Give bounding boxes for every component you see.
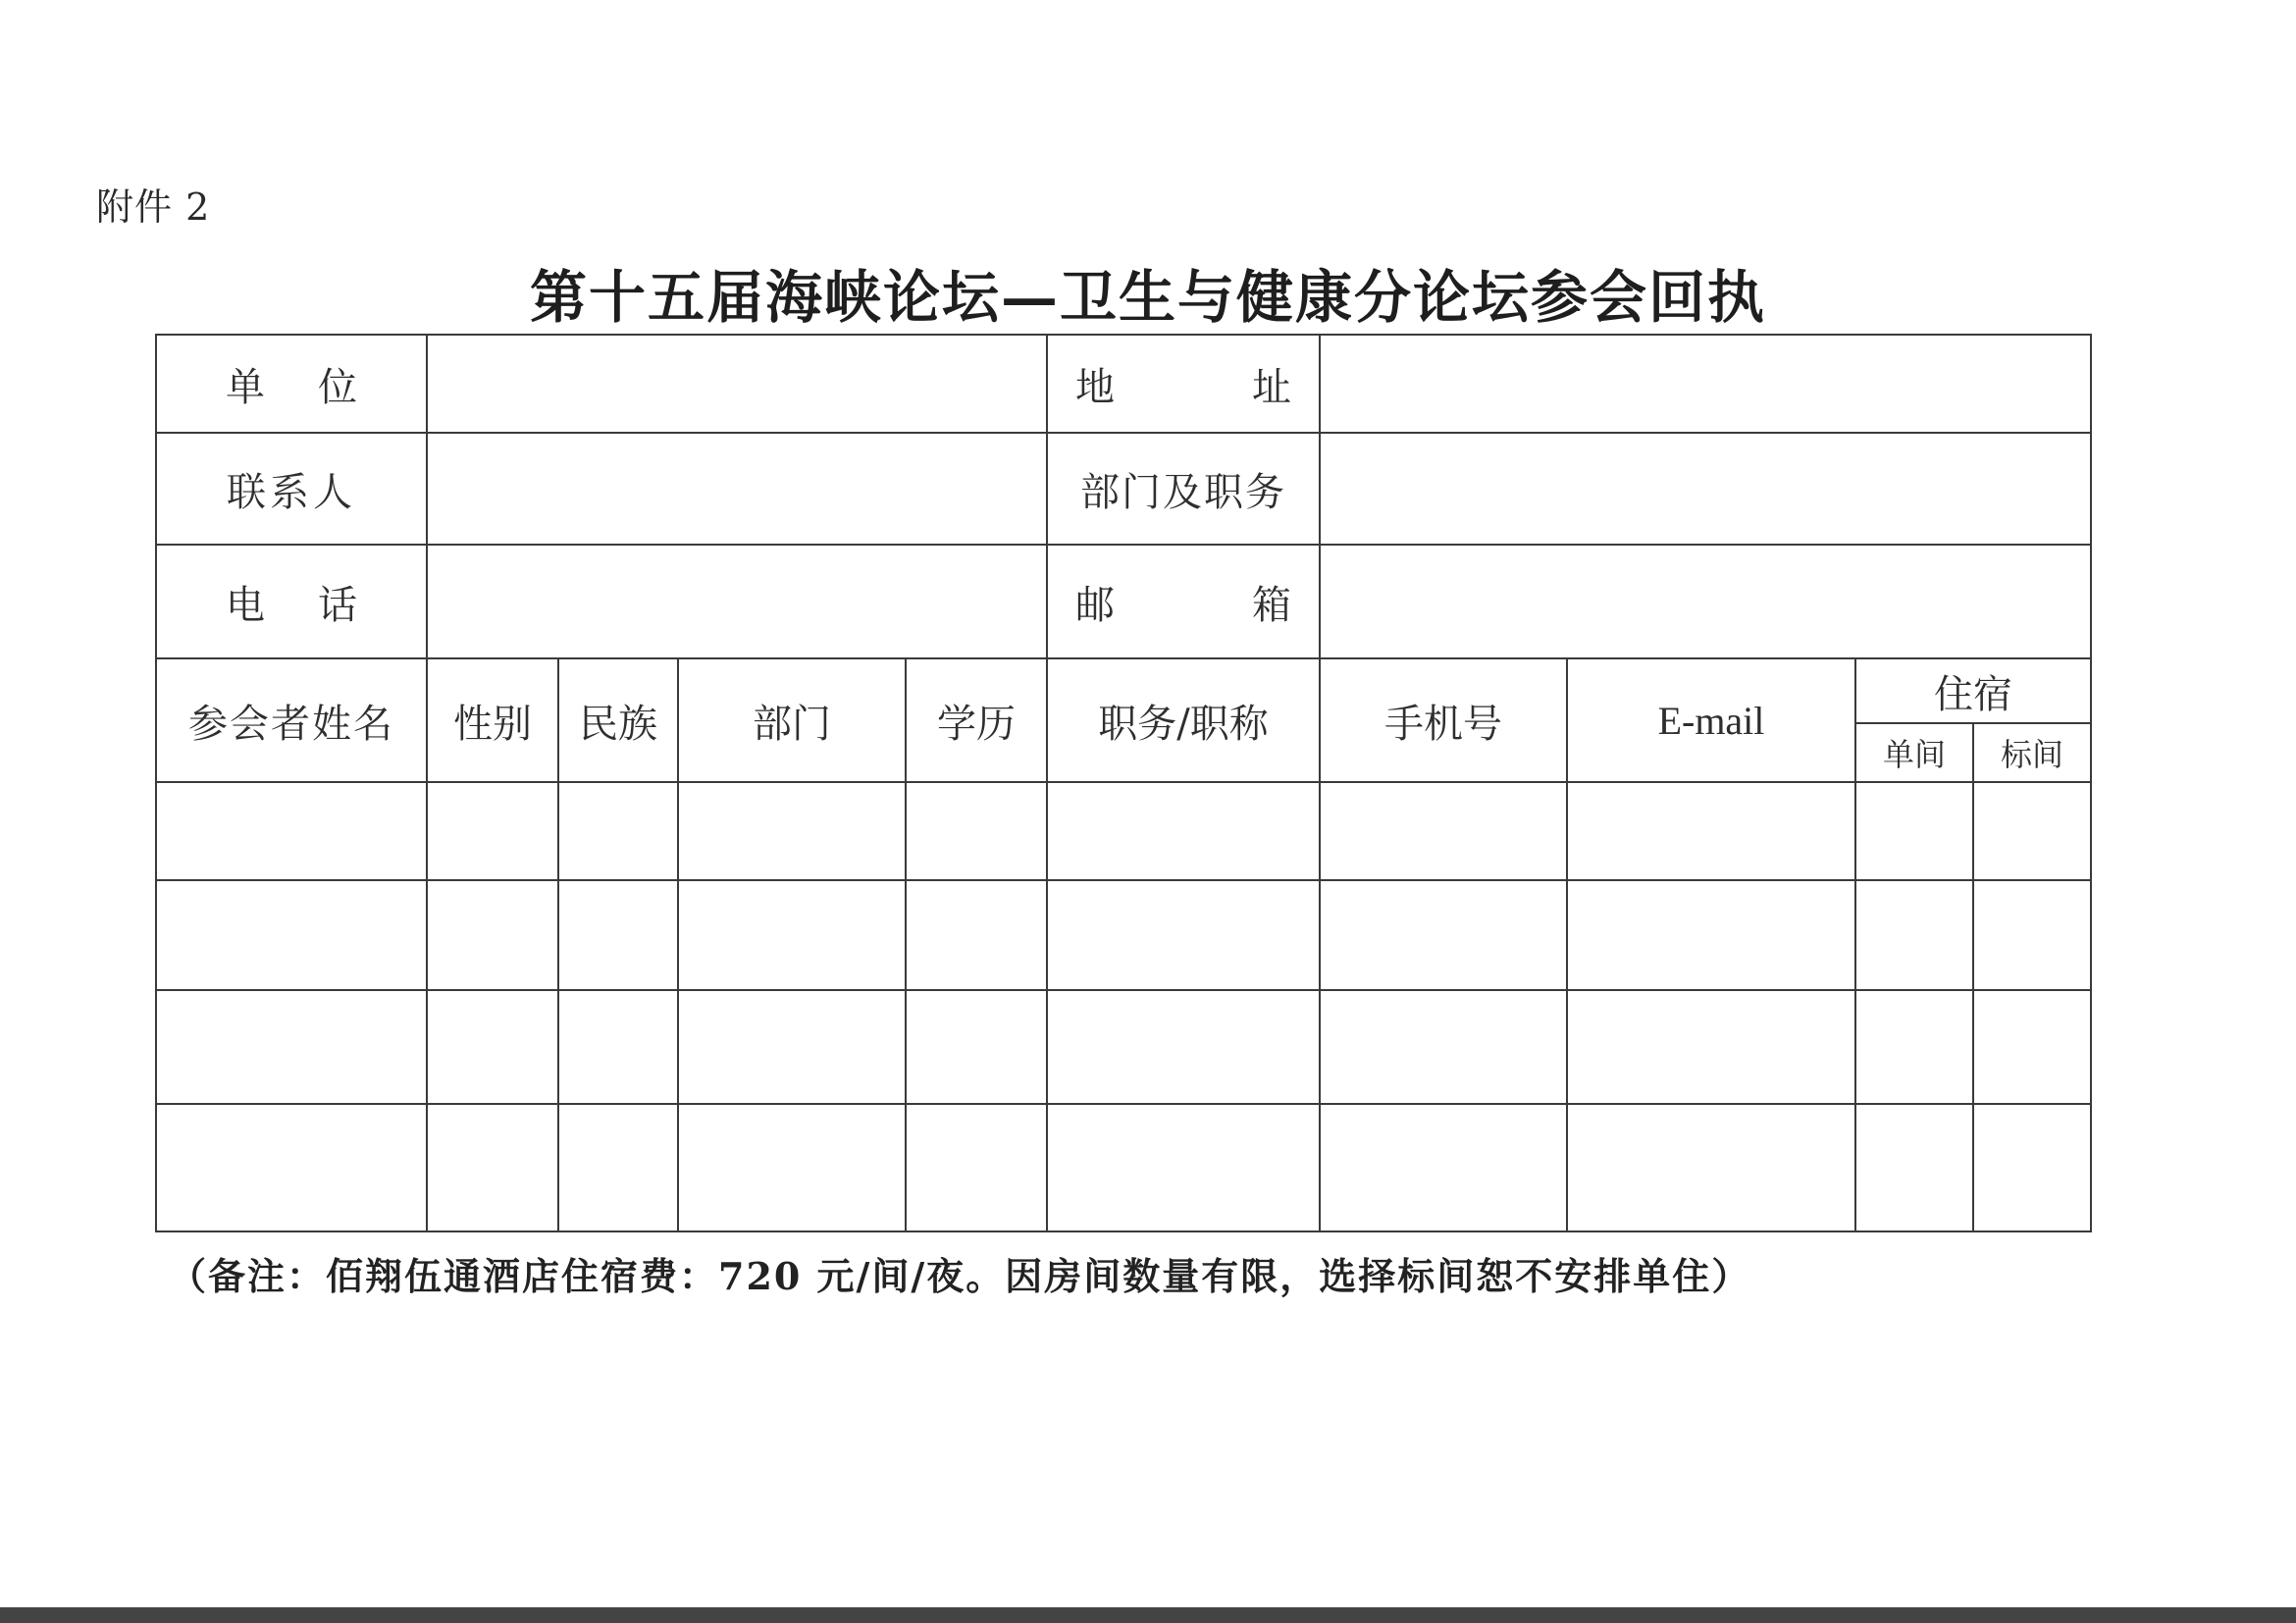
cell-mobile[interactable] (1320, 782, 1567, 880)
cell-department[interactable] (678, 990, 906, 1104)
cell-single-room[interactable] (1855, 880, 1973, 990)
footnote: （备注：佰翔伍通酒店住宿费：720 元/间/夜。因房间数量有限，选择标间恕不安排单住） (169, 1254, 1751, 1298)
cell-name[interactable] (156, 1104, 427, 1231)
attachment-label: 附件 2 (96, 185, 211, 229)
participant-row (156, 1104, 2091, 1231)
unit-label-char-1: 单 (226, 364, 265, 410)
cell-education[interactable] (906, 782, 1047, 880)
cell-ethnicity[interactable] (558, 990, 678, 1104)
cell-department[interactable] (678, 1104, 906, 1231)
header-education: 学历 (906, 658, 1047, 782)
cell-position[interactable] (1047, 782, 1320, 880)
cell-standard-room[interactable] (1973, 1104, 2091, 1231)
address-label (1047, 335, 1320, 433)
cell-single-room[interactable] (1855, 1104, 1973, 1231)
cell-ethnicity[interactable] (558, 782, 678, 880)
header-position: 职务/职称 (1047, 658, 1320, 782)
cell-single-room[interactable] (1855, 990, 1973, 1104)
form-title: 第十五届海峡论坛—卫生与健康分论坛参会回执 (529, 264, 1766, 331)
participant-row (156, 782, 2091, 880)
phone-field[interactable] (427, 545, 1047, 658)
cell-standard-room[interactable] (1973, 990, 2091, 1104)
header-single-room: 单间 (1855, 723, 1973, 782)
contact-label: 联系人 (156, 433, 427, 545)
cell-ethnicity[interactable] (558, 880, 678, 990)
dept-position-field[interactable] (1320, 433, 2091, 545)
cell-education[interactable] (906, 990, 1047, 1104)
participant-row (156, 990, 2091, 1104)
cell-position[interactable] (1047, 1104, 1320, 1231)
cell-email[interactable] (1567, 1104, 1855, 1231)
cell-standard-room[interactable] (1973, 782, 2091, 880)
participant-row (156, 880, 2091, 990)
cell-gender[interactable] (427, 990, 558, 1104)
email-box-label-char-1: 邮 (1075, 582, 1115, 628)
cell-mobile[interactable] (1320, 880, 1567, 990)
unit-label-char-2: 位 (318, 364, 357, 410)
cell-single-room[interactable] (1855, 782, 1973, 880)
phone-label-char-1: 电 (226, 582, 265, 628)
cell-department[interactable] (678, 880, 906, 990)
phone-label (156, 545, 427, 658)
cell-gender[interactable] (427, 782, 558, 880)
address-label-char-2: 址 (1252, 364, 1291, 410)
header-gender: 性别 (427, 658, 558, 782)
cell-position[interactable] (1047, 990, 1320, 1104)
phone-label-char-2: 话 (318, 582, 357, 628)
cell-education[interactable] (906, 1104, 1047, 1231)
cell-ethnicity[interactable] (558, 1104, 678, 1231)
header-name: 参会者姓名 (156, 658, 427, 782)
header-department: 部门 (678, 658, 906, 782)
address-label-char-1: 地 (1075, 364, 1115, 410)
address-field[interactable] (1320, 335, 2091, 433)
email-box-label-char-2: 箱 (1252, 582, 1291, 628)
cell-email[interactable] (1567, 782, 1855, 880)
header-ethnicity: 民族 (558, 658, 678, 782)
email-box-label (1047, 545, 1320, 658)
cell-standard-room[interactable] (1973, 880, 2091, 990)
cell-name[interactable] (156, 880, 427, 990)
cell-mobile[interactable] (1320, 990, 1567, 1104)
unit-field[interactable] (427, 335, 1047, 433)
cell-education[interactable] (906, 880, 1047, 990)
header-standard-room: 标间 (1973, 723, 2091, 782)
contact-field[interactable] (427, 433, 1047, 545)
scan-bottom-edge (0, 1607, 2296, 1623)
dept-position-label: 部门及职务 (1047, 433, 1320, 545)
unit-label (156, 335, 427, 433)
cell-position[interactable] (1047, 880, 1320, 990)
cell-gender[interactable] (427, 880, 558, 990)
participant-header-row (156, 658, 2091, 723)
email-box-field[interactable] (1320, 545, 2091, 658)
cell-email[interactable] (1567, 880, 1855, 990)
cell-department[interactable] (678, 782, 906, 880)
cell-gender[interactable] (427, 1104, 558, 1231)
registration-form-table (155, 334, 2092, 1232)
info-row-unit (156, 335, 2091, 433)
header-lodging: 住宿 (1855, 658, 2091, 723)
header-email: E-mail (1567, 658, 1855, 782)
info-row-phone (156, 545, 2091, 658)
cell-email[interactable] (1567, 990, 1855, 1104)
info-row-contact (156, 433, 2091, 545)
header-mobile: 手机号 (1320, 658, 1567, 782)
cell-name[interactable] (156, 990, 427, 1104)
cell-name[interactable] (156, 782, 427, 880)
cell-mobile[interactable] (1320, 1104, 1567, 1231)
